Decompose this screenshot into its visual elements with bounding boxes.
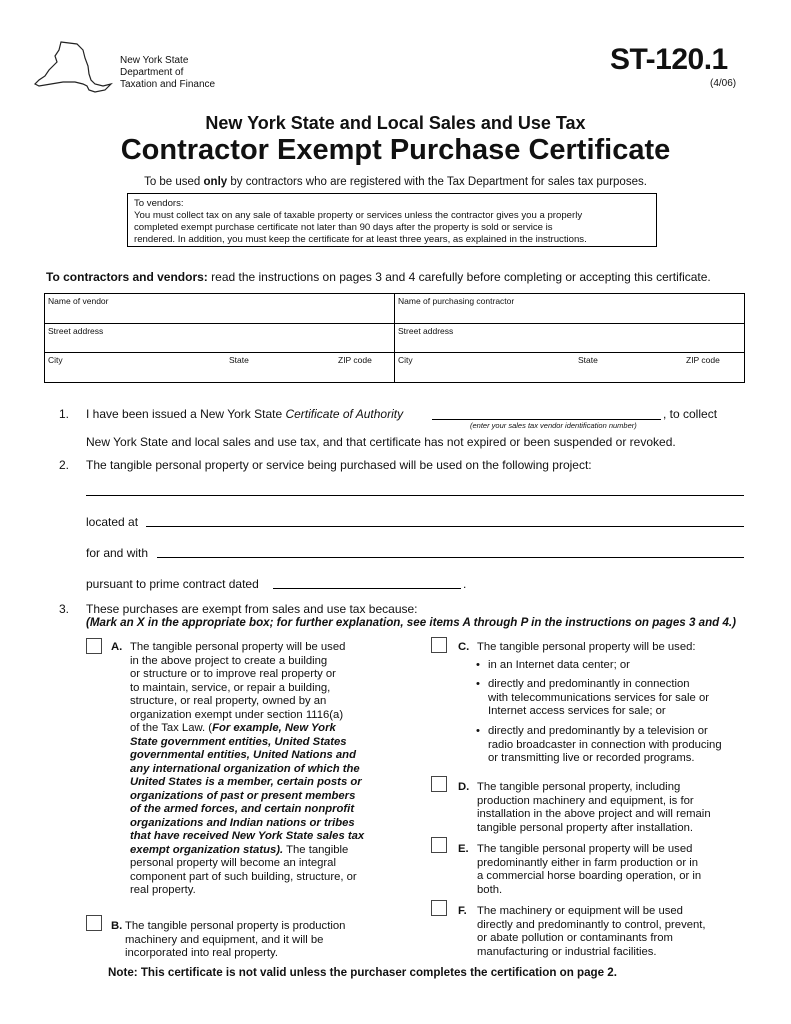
option-d-line: The tangible personal property, including <box>477 781 681 793</box>
option-a-line: personal property will become an integral <box>130 857 336 869</box>
usage-pre: To be used <box>144 176 204 188</box>
option-c-bullet-1 <box>476 659 748 673</box>
option-a-line: State government entities, United States <box>130 735 347 748</box>
option-a-line: structure, or real property, owned by an <box>130 695 327 707</box>
instructions-line <box>46 270 711 284</box>
option-b-label: B. <box>111 920 123 932</box>
for-and-with-input[interactable] <box>157 557 744 558</box>
option-f-label: F. <box>458 905 467 917</box>
option-a-line: that have received New York State sales tax <box>130 830 365 842</box>
contractor-state-label: State <box>578 355 598 365</box>
page-title: Contractor Exempt Purchase Certificate <box>120 134 671 166</box>
option-c-checkbox[interactable] <box>431 637 447 653</box>
pursuant-period: . <box>463 577 467 591</box>
option-a-line-7a: of the Tax Law. ( <box>130 722 213 734</box>
address-table <box>44 293 745 383</box>
item-3-instruction: (Mark an X in the appropriate box; for further explanation, see items A through P in the instructions on pages 3 and 4.) <box>86 616 736 629</box>
item-1-line-2: New York State and local sales and use tax, and that certificate has not expired or been suspended or revoked. <box>86 435 676 449</box>
item-3-text: These purchases are exempt from sales and use tax because: <box>86 602 418 616</box>
item-1-post: , to collect <box>663 407 718 421</box>
option-a-line: real property. <box>130 884 196 896</box>
subtitle: New York State and Local Sales and Use Tax <box>205 113 586 133</box>
item-2-number: 2. <box>59 458 70 472</box>
agency-line-2: Department of <box>120 67 184 78</box>
option-c-bullet-line: directly and predominantly in connection <box>488 678 690 690</box>
pursuant-label: pursuant to prime contract dated <box>86 577 259 591</box>
vendor-id-input[interactable] <box>432 419 661 420</box>
contractor-street-field[interactable] <box>395 324 745 353</box>
option-d-text <box>477 781 767 835</box>
option-d-checkbox[interactable] <box>431 776 447 792</box>
option-c-label: C. <box>458 641 470 653</box>
option-c-bullet-line: directly and predominantly by a television or <box>488 725 708 737</box>
option-a-line: component part of such building, structure, or <box>130 870 357 883</box>
option-f-text <box>477 905 767 959</box>
item-1-number: 1. <box>59 407 70 421</box>
for-and-with-label: for and with <box>86 546 149 560</box>
option-c-line: The tangible personal property will be used: <box>477 641 696 653</box>
option-f-checkbox[interactable] <box>431 900 447 916</box>
option-c-text <box>477 641 757 655</box>
vendor-city-state-zip-field[interactable] <box>45 353 395 383</box>
bullet-icon: • <box>476 659 480 671</box>
contractor-street-label: Street address <box>398 326 454 336</box>
usage-post: by contractors who are registered with the Tax Department for sales tax purposes. <box>227 176 647 188</box>
option-a-line: organizations and Indian nations or tribes <box>130 816 355 829</box>
item-1-pre: I have been issued a New York State <box>86 407 286 421</box>
option-b-line: The tangible personal property is production <box>125 920 346 932</box>
vendor-street-field[interactable] <box>45 324 395 353</box>
vendor-street-label: Street address <box>48 326 104 336</box>
option-e-line: predominantly either in farm production or in <box>477 856 699 869</box>
vendor-name-field[interactable] <box>45 294 395 324</box>
option-a-line: governmental entities, United Nations and <box>130 749 356 761</box>
option-f-line: or abate pollution or contaminants from <box>477 932 673 944</box>
vendors-line-2: completed exempt purchase certificate not later than 90 days after the property is sold or service is <box>134 222 553 233</box>
vendor-city-label: City <box>48 355 63 365</box>
item-1-italic: Certificate of Authority <box>285 407 404 421</box>
agency-line-3: Taxation and Finance <box>120 79 216 90</box>
validity-note: Note: This certificate is not valid unless the purchaser completes the certification on page 2. <box>108 966 617 979</box>
option-f-line: The machinery or equipment will be used <box>477 905 683 917</box>
option-b-line: incorporated into real property. <box>125 947 279 959</box>
option-c-bullet-line: in an Internet data center; or <box>488 659 630 671</box>
option-a-checkbox[interactable] <box>86 638 102 654</box>
option-f-line: directly and predominantly to control, prevent, <box>477 918 706 931</box>
option-a-line: organization exempt under section 1116(a) <box>130 708 344 721</box>
contractor-city-state-zip-field[interactable] <box>395 353 745 383</box>
contractor-name-label: Name of purchasing contractor <box>398 296 515 306</box>
option-a-line-16a: exempt organization status). <box>130 843 284 856</box>
option-e-line: a commercial horse boarding operation, or in <box>477 870 702 882</box>
option-e-line: both. <box>477 883 503 896</box>
option-c-bullet-line: or transmitting live or recorded programs. <box>488 752 695 764</box>
option-a-line-16b: The tangible <box>283 843 349 856</box>
vendors-line-1: You must collect tax on any sale of taxable property or services unless the contractor gives you a properly <box>134 210 583 221</box>
option-c-bullet-line: Internet access services for sale; or <box>488 705 666 717</box>
option-e-text <box>477 843 767 897</box>
option-b-text <box>125 920 410 961</box>
contract-date-input[interactable] <box>273 588 461 589</box>
vendors-line-3: rendered. In addition, you must keep the certificate for at least three years, as explained in the instructions. <box>134 234 587 245</box>
option-a-line: The tangible personal property will be used <box>130 641 346 653</box>
option-d-line: production machinery and equipment, is for <box>477 794 694 807</box>
option-c-bullet-3 <box>476 725 758 766</box>
vendor-name-label: Name of vendor <box>48 296 109 306</box>
item-1-text <box>86 407 403 421</box>
option-a-line: to maintain, service, or repair a building, <box>130 681 331 694</box>
item-3-number: 3. <box>59 602 70 616</box>
agency-line-1: New York State <box>120 55 189 66</box>
option-e-checkbox[interactable] <box>431 837 447 853</box>
option-d-label: D. <box>458 781 470 793</box>
option-c-bullet-2 <box>476 678 758 719</box>
option-a-line-7b: For example, New York <box>212 722 336 734</box>
option-e-line: The tangible personal property will be used <box>477 843 693 855</box>
option-d-line: installation in the above project and will remain <box>477 808 711 820</box>
option-a-line: United States is a member, certain posts or <box>130 776 362 788</box>
option-a-line <box>130 844 410 858</box>
option-a-text <box>130 641 410 898</box>
option-a-line: or structure or to improve real property or <box>130 668 336 680</box>
usage-only: only <box>203 176 228 188</box>
contractor-zip-label: ZIP code <box>686 355 720 365</box>
option-a-line: in the above project to create a building <box>130 654 328 667</box>
option-b-line: machinery and equipment, and it will be <box>125 933 324 946</box>
vendors-notice-box <box>127 193 657 247</box>
nys-map-logo <box>33 40 113 98</box>
option-c-bullet-line: with telecommunications services for sale or <box>488 691 710 704</box>
project-input[interactable] <box>86 495 744 496</box>
contractor-name-field[interactable] <box>395 294 745 324</box>
option-e-label: E. <box>458 843 469 855</box>
vendor-zip-label: ZIP code <box>338 355 372 365</box>
option-a-line: of the armed forces, and certain nonprofit <box>130 803 355 815</box>
bullet-icon: • <box>476 725 480 737</box>
vendor-state-label: State <box>229 355 249 365</box>
option-b-checkbox[interactable] <box>86 915 102 931</box>
form-date: (4/06) <box>710 78 737 89</box>
usage-note <box>0 176 791 188</box>
option-a-line <box>130 722 410 736</box>
instructions-bold: To contractors and vendors: <box>46 270 208 284</box>
option-a-line: organizations of past or present members <box>130 789 356 802</box>
option-f-line: manufacturing or industrial facilities. <box>477 945 657 958</box>
option-a-line: any international organization of which the <box>130 762 360 775</box>
vendors-heading: To vendors: <box>134 198 184 209</box>
bullet-icon: • <box>476 678 480 690</box>
form-number: ST-120.1 <box>610 43 728 76</box>
located-at-input[interactable] <box>146 526 744 527</box>
option-c-bullet-line: radio broadcaster in connection with producing <box>488 738 722 751</box>
instructions-rest: read the instructions on pages 3 and 4 carefully before completing or accepting this certificate. <box>207 270 711 284</box>
option-d-line: tangible personal property after installation. <box>477 821 694 834</box>
option-a-label: A. <box>111 641 123 653</box>
vendor-id-hint: (enter your sales tax vendor identification number) <box>470 421 637 430</box>
item-2-text: The tangible personal property or service being purchased will be used on the following project: <box>86 458 592 472</box>
located-at-label: located at <box>86 515 139 529</box>
contractor-city-label: City <box>398 355 413 365</box>
